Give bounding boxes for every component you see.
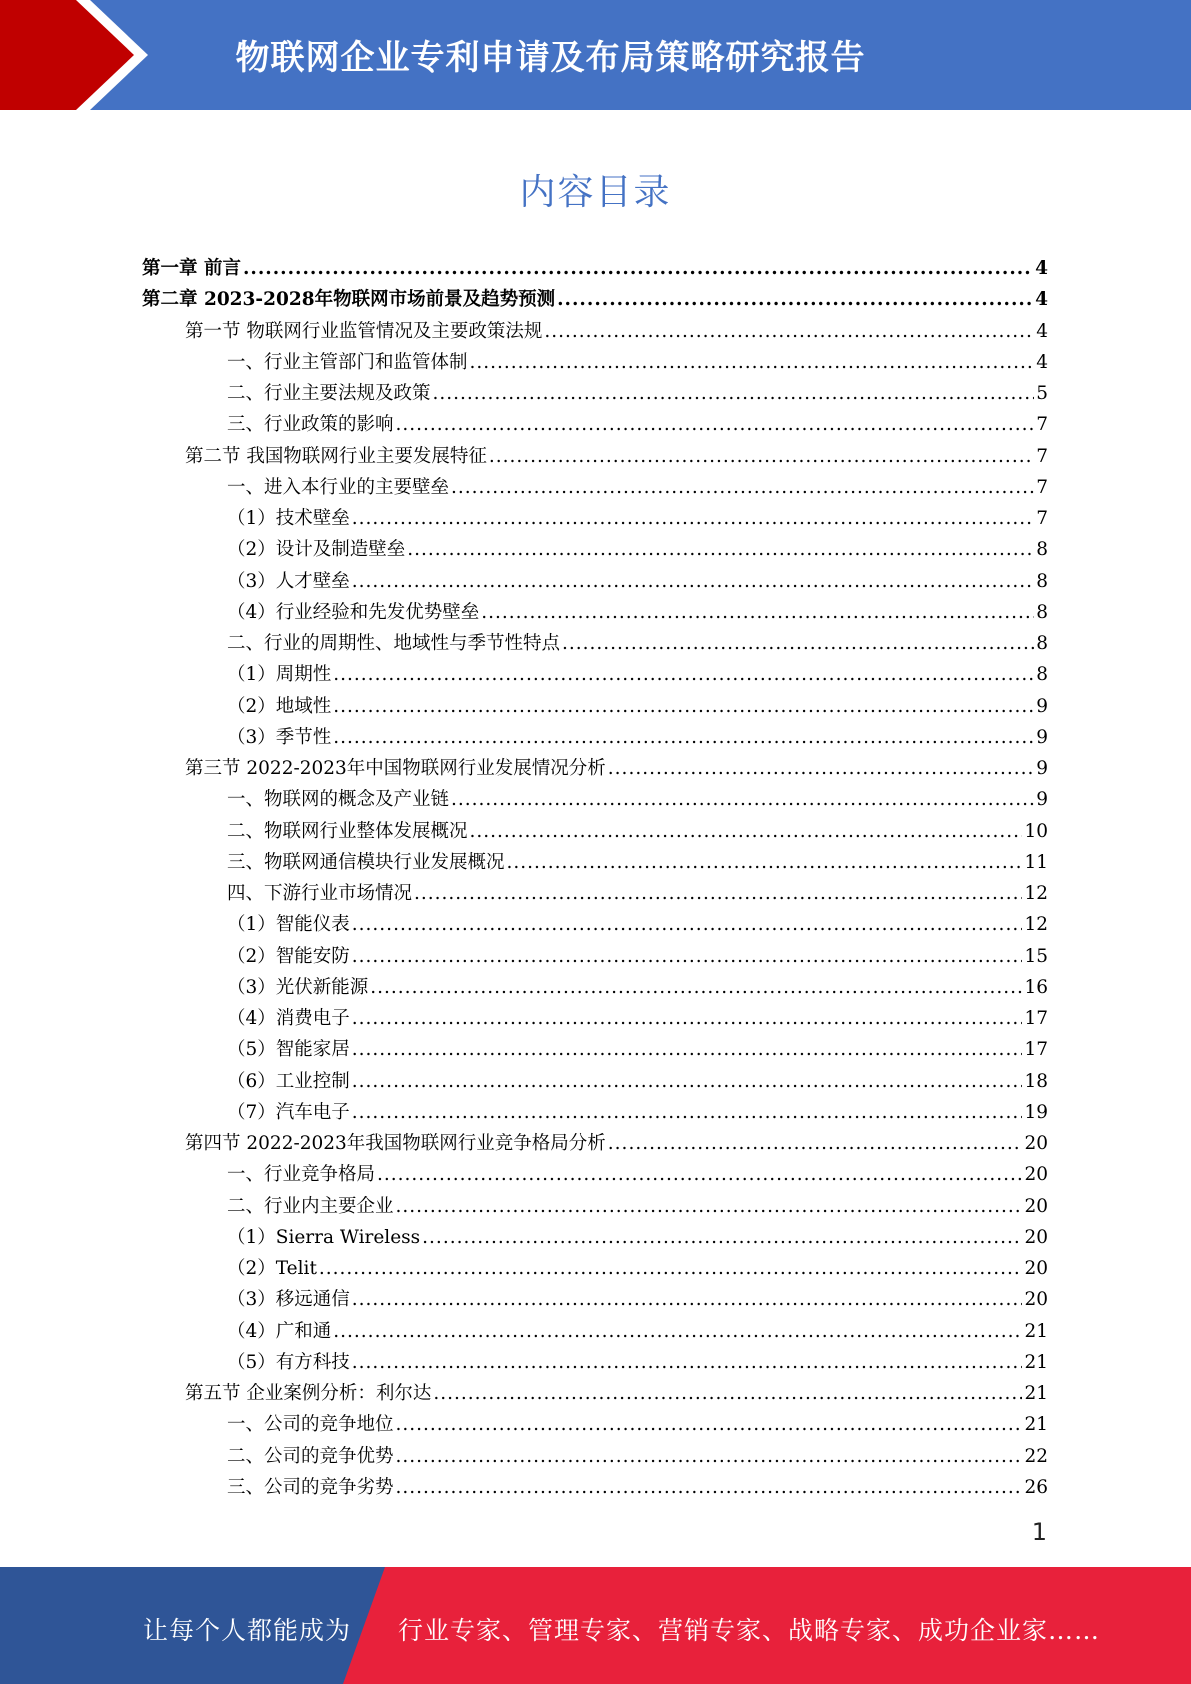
- toc-entry-page: 21: [1024, 1414, 1048, 1436]
- toc-dot-leader: [352, 1097, 1023, 1128]
- toc-dot-leader: [333, 722, 1034, 753]
- toc-entry-page: 10: [1024, 820, 1048, 842]
- toc-entry[interactable]: [142, 628, 1048, 659]
- toc-entry[interactable]: [142, 1284, 1048, 1315]
- toc-entry[interactable]: [142, 753, 1048, 784]
- toc-dot-leader: [352, 941, 1023, 972]
- toc-entry[interactable]: [142, 972, 1048, 1003]
- toc-entry-page: 7: [1036, 508, 1048, 529]
- toc-entry-title: 一、物联网的概念及产业链: [227, 789, 450, 811]
- toc-dot-leader: [377, 1159, 1022, 1190]
- toc-entry-page: 11: [1024, 851, 1048, 873]
- toc-entry-title: 一、行业竞争格局: [227, 1164, 376, 1186]
- toc-entry-title: 第三节 2022-2023年中国物联网行业发展情况分析: [185, 758, 606, 779]
- toc-entry[interactable]: [142, 316, 1048, 347]
- toc-entry[interactable]: [142, 534, 1048, 565]
- toc-entry[interactable]: [142, 253, 1048, 284]
- toc-entry[interactable]: [142, 597, 1048, 628]
- toc-entry-title: 第一章 前言: [142, 258, 241, 279]
- toc-dot-leader: [333, 691, 1034, 722]
- toc-entry[interactable]: [142, 472, 1048, 503]
- toc-entry[interactable]: [142, 1347, 1048, 1378]
- toc-entry-title: （2）设计及制造壁垒: [227, 539, 406, 561]
- toc-dot-leader: [396, 409, 1035, 440]
- toc-entry-page: 18: [1024, 1070, 1048, 1092]
- toc-entry-title: 第二章 2023-2028年物联网市场前景及趋势预测: [142, 289, 556, 311]
- toc-entry-title: （2）地域性: [227, 695, 332, 717]
- toc-entry-title: （1）Sierra Wireless: [227, 1226, 421, 1248]
- toc-entry-page: 8: [1036, 664, 1048, 686]
- toc-entry[interactable]: [142, 378, 1048, 409]
- toc-dot-leader: [370, 972, 1022, 1003]
- toc-entry[interactable]: [142, 1441, 1048, 1472]
- toc-entry-page: 12: [1024, 914, 1048, 936]
- toc-entry-page: 17: [1024, 1008, 1048, 1029]
- toc-dot-leader: [319, 1253, 1023, 1284]
- toc-entry-title: 一、公司的竞争地位: [227, 1414, 394, 1436]
- toc-entry-page: 7: [1036, 414, 1048, 436]
- toc-entry-title: （5）有方科技: [227, 1351, 350, 1373]
- toc-dot-leader: [451, 784, 1034, 815]
- toc-entry-page: 26: [1024, 1476, 1048, 1498]
- toc-entry[interactable]: [142, 1472, 1048, 1503]
- toc-entry[interactable]: [142, 441, 1048, 472]
- toc-dot-leader: [433, 1378, 1022, 1409]
- toc-dot-leader: [608, 753, 1034, 784]
- toc-entry-title: 一、行业主管部门和监管体制: [227, 351, 468, 373]
- report-header-band: [0, 0, 1191, 110]
- toc-entry[interactable]: [142, 503, 1048, 534]
- toc-dot-leader: [333, 1316, 1022, 1347]
- toc-entry-page: 5: [1036, 383, 1048, 404]
- toc-dot-leader: [433, 378, 1035, 409]
- toc-entry-title: （4）广和通: [227, 1320, 332, 1342]
- toc-entry-title: 二、物联网行业整体发展概况: [227, 820, 468, 842]
- toc-dot-leader: [396, 1441, 1023, 1472]
- toc-dot-leader: [352, 1284, 1023, 1315]
- toc-entry[interactable]: [142, 909, 1048, 940]
- page-number: 1: [1031, 1518, 1047, 1546]
- toc-dot-leader: [557, 284, 1033, 315]
- toc-entry-title: （4）消费电子: [227, 1008, 350, 1029]
- toc-dot-leader: [396, 1409, 1023, 1440]
- toc-entry-title: （2）智能安防: [227, 945, 350, 967]
- toc-entry-title: 三、行业政策的影响: [227, 414, 394, 436]
- toc-entry-page: 16: [1024, 976, 1048, 998]
- toc-entry-page: 12: [1024, 883, 1048, 904]
- toc-entry-title: 第四节 2022-2023年我国物联网行业竞争格局分析: [185, 1133, 606, 1154]
- toc-entry[interactable]: [142, 1034, 1048, 1065]
- toc-dot-leader: [333, 659, 1034, 690]
- toc-entry-title: 二、公司的竞争优势: [227, 1445, 394, 1467]
- toc-entry-page: 9: [1036, 726, 1048, 748]
- toc-dot-leader: [243, 253, 1033, 284]
- toc-dot-leader: [396, 1472, 1023, 1503]
- toc-entry-page: 20: [1024, 1258, 1048, 1279]
- toc-entry-page: 19: [1024, 1101, 1048, 1123]
- toc-entry[interactable]: [142, 1128, 1048, 1159]
- toc-dot-leader: [470, 816, 1023, 847]
- toc-dot-leader: [481, 597, 1034, 628]
- toc-entry-page: 8: [1036, 633, 1048, 654]
- toc-entry-title: （3）人才壁垒: [227, 570, 350, 592]
- toc-entry-title: 四、下游行业市场情况: [227, 883, 413, 904]
- toc-entry-page: 9: [1036, 758, 1048, 779]
- report-title: 物联网企业专利申请及布局策略研究报告: [235, 38, 866, 78]
- toc-dot-leader: [562, 628, 1034, 659]
- toc-dot-leader: [489, 441, 1034, 472]
- toc-entry[interactable]: [142, 347, 1048, 378]
- toc-entry-title: 二、行业的周期性、地域性与季节性特点: [227, 633, 561, 654]
- toc-entry[interactable]: [142, 1066, 1048, 1097]
- toc-dot-leader: [352, 1003, 1023, 1034]
- toc-entry-page: 15: [1024, 945, 1048, 967]
- toc-dot-leader: [422, 1222, 1022, 1253]
- toc-entry-title: （3）移远通信: [227, 1289, 350, 1311]
- toc-dot-leader: [352, 1347, 1023, 1378]
- toc-entry-page: 20: [1024, 1195, 1048, 1217]
- toc-entry-page: 4: [1035, 289, 1048, 311]
- toc-entry[interactable]: [142, 659, 1048, 690]
- toc-dot-leader: [451, 472, 1034, 503]
- toc-entry-title: （2）Telit: [227, 1258, 317, 1279]
- toc-entry-title: （3）光伏新能源: [227, 976, 369, 998]
- footer-slogan-right: 行业专家、管理专家、营销专家、战略专家、成功企业家……: [398, 1616, 1101, 1645]
- toc-entry-title: 一、进入本行业的主要壁垒: [227, 476, 450, 498]
- toc-entry[interactable]: [142, 816, 1048, 847]
- toc-entry-title: （5）智能家居: [227, 1039, 350, 1061]
- table-of-contents: [142, 253, 1048, 1503]
- toc-entry[interactable]: [142, 722, 1048, 753]
- toc-entry-page: 8: [1036, 601, 1048, 623]
- toc-dot-leader: [352, 1066, 1023, 1097]
- toc-dot-leader: [352, 503, 1034, 534]
- toc-entry[interactable]: [142, 847, 1048, 878]
- toc-entry-title: （6）工业控制: [227, 1070, 350, 1092]
- toc-entry-page: 9: [1036, 789, 1048, 811]
- toc-entry-page: 17: [1024, 1039, 1048, 1061]
- toc-entry-title: （4）行业经验和先发优势壁垒: [227, 601, 480, 623]
- toc-entry-title: 第二节 我国物联网行业主要发展特征: [185, 445, 487, 467]
- toc-entry[interactable]: [142, 284, 1048, 315]
- toc-entry-page: 20: [1024, 1164, 1048, 1186]
- toc-entry[interactable]: [142, 1409, 1048, 1440]
- toc-dot-leader: [507, 847, 1023, 878]
- toc-entry-title: （7）汽车电子: [227, 1101, 350, 1123]
- toc-dot-leader: [396, 1191, 1023, 1222]
- toc-entry[interactable]: [142, 941, 1048, 972]
- toc-entry[interactable]: [142, 409, 1048, 440]
- toc-entry-page: 4: [1036, 351, 1048, 373]
- toc-entry-page: 9: [1036, 695, 1048, 717]
- toc-dot-leader: [544, 316, 1034, 347]
- toc-entry-title: （1）周期性: [227, 664, 332, 686]
- toc-entry-page: 20: [1024, 1289, 1048, 1311]
- toc-entry-title: 第五节 企业案例分析：利尔达: [185, 1383, 432, 1404]
- toc-entry-page: 22: [1024, 1445, 1048, 1467]
- toc-entry-page: 21: [1024, 1320, 1048, 1342]
- toc-entry[interactable]: [142, 1222, 1048, 1253]
- page-title: 内容目录: [519, 172, 672, 213]
- toc-entry[interactable]: [142, 1159, 1048, 1190]
- footer-slogan-left: 让每个人都能成为: [143, 1616, 352, 1645]
- toc-dot-leader: [352, 566, 1034, 597]
- toc-entry-title: （3）季节性: [227, 726, 332, 748]
- toc-entry[interactable]: [142, 878, 1048, 909]
- footer-band: [0, 1567, 1191, 1684]
- toc-entry-title: （1）智能仪表: [227, 914, 350, 936]
- toc-entry-page: 21: [1024, 1383, 1048, 1404]
- toc-entry-page: 21: [1024, 1351, 1048, 1373]
- toc-dot-leader: [470, 347, 1035, 378]
- toc-dot-leader: [414, 878, 1022, 909]
- toc-entry-page: 8: [1036, 570, 1048, 592]
- toc-entry-title: 二、行业内主要企业: [227, 1195, 394, 1217]
- toc-entry[interactable]: [142, 784, 1048, 815]
- toc-entry-page: 20: [1024, 1226, 1048, 1248]
- toc-entry-page: 4: [1036, 320, 1048, 342]
- toc-entry-page: 8: [1036, 539, 1048, 561]
- toc-entry[interactable]: [142, 1316, 1048, 1347]
- toc-dot-leader: [608, 1128, 1023, 1159]
- toc-entry[interactable]: [142, 1097, 1048, 1128]
- toc-entry-title: 三、公司的竞争劣势: [227, 1476, 394, 1498]
- toc-entry-title: 第一节 物联网行业监管情况及主要政策法规: [185, 320, 543, 342]
- toc-entry-page: 4: [1035, 258, 1048, 279]
- toc-dot-leader: [407, 534, 1034, 565]
- toc-entry[interactable]: [142, 1191, 1048, 1222]
- toc-dot-leader: [352, 909, 1023, 940]
- toc-entry-title: 二、行业主要法规及政策: [227, 383, 431, 404]
- toc-entry[interactable]: [142, 1378, 1048, 1409]
- toc-entry-title: （1）技术壁垒: [227, 508, 350, 529]
- toc-entry-page: 7: [1036, 445, 1048, 467]
- toc-entry[interactable]: [142, 566, 1048, 597]
- toc-entry-page: 20: [1024, 1133, 1048, 1154]
- toc-entry[interactable]: [142, 691, 1048, 722]
- toc-entry-title: 三、物联网通信模块行业发展概况: [227, 851, 505, 873]
- toc-dot-leader: [352, 1034, 1023, 1065]
- toc-entry[interactable]: [142, 1253, 1048, 1284]
- toc-entry[interactable]: [142, 1003, 1048, 1034]
- toc-entry-page: 7: [1036, 476, 1048, 498]
